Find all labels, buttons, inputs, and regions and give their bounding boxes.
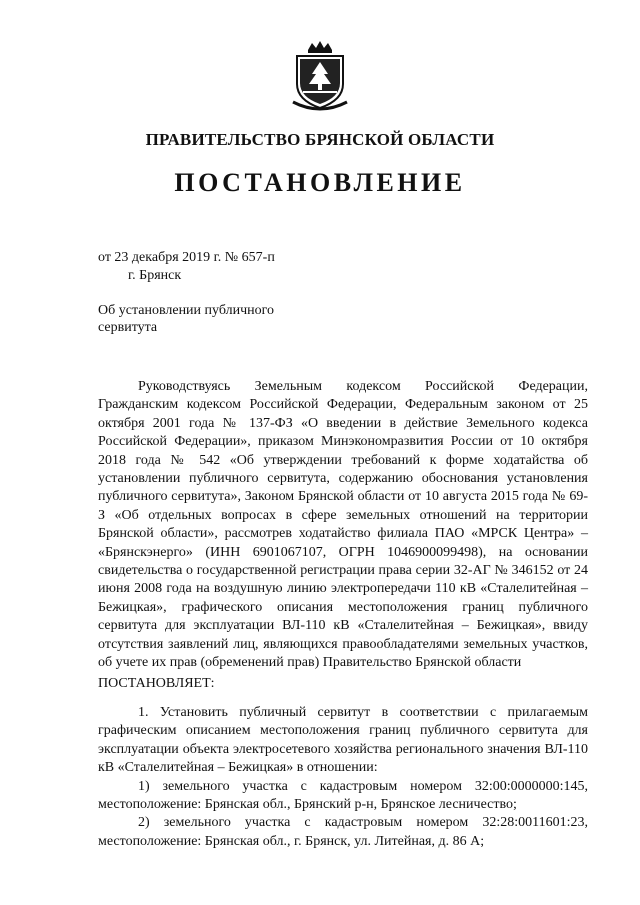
government-name: ПРАВИТЕЛЬСТВО БРЯНСКОЙ ОБЛАСТИ — [145, 130, 495, 149]
coat-of-arms-icon — [291, 40, 349, 112]
decree-word: ПОСТАНОВЛЯЕТ: — [98, 676, 215, 691]
document-type: ПОСТАНОВЛЕНИЕ — [174, 168, 466, 197]
date-number: от 23 декабря 2019 г. № 657-п — [98, 250, 275, 265]
list-item: 2) земельного участка с кадастровым номером 32:28:0011601:23, местоположение: Брянская обл., г. Брянск, ул. Литейная, д. 86 А; — [98, 815, 588, 849]
point-1-block — [98, 704, 588, 851]
point-1-text: 1. Установить публичный сервитут в соответствии с прилагаемым графическим описанием местоположения границ публичного сервитута для эксплуатации объекта электросетевого хозяйства регионального значения ВЛ-110 кВ «Сталелитейная – Бежицкая» в отношении: — [98, 705, 588, 776]
city: г. Брянск — [128, 268, 182, 283]
list-item: 1) земельного участка с кадастровым номером 32:00:0000000:145, местоположение: Брянская обл., Брянский р-н, Брянское лесничество; — [98, 778, 588, 813]
document-subject: Об установлении публичного сервитута — [98, 303, 275, 335]
preamble-paragraph: Руководствуясь Земельным кодексом Российской Федерации, Гражданским кодексом Российской Федерации, Федеральным законом от 25 октября 2001 года № 137-ФЗ «О введении в действие Земельного кодекса Российской Федерации», приказом Минэкономразвития России от 10 октября 2018 года № 542 «Об утверждении требований к форме ходатайства об установлении публичного сервитута, содержанию обоснования установления публичного сервитута», Законом Брянской области от 10 августа 2015 года № 69-З «Об отдельных вопросах в сфере земельных отношений на территории Брянской области», рассмотрев ходатайство филиала ПАО «МРСК Центра» – «Брянскэнерго» (ИНН 6901067107, ОГРН 1046900099498), на основании свидетельства о государственной регистрации права серии 32-АГ № 346152 от 24 июня 2008 года на воздушную линию электропередачи 110 кВ «Сталелитейная – Бежицкая», графического описания местоположения границ публичного сервитута для эксплуатации ВЛ-110 кВ «Сталелитейная – Бежицкая», ввиду отсутствия заявлений лиц, являющихся правообладателями земельных участков, об учете их прав (обременений прав) Правительство Брянской области — [98, 379, 588, 671]
